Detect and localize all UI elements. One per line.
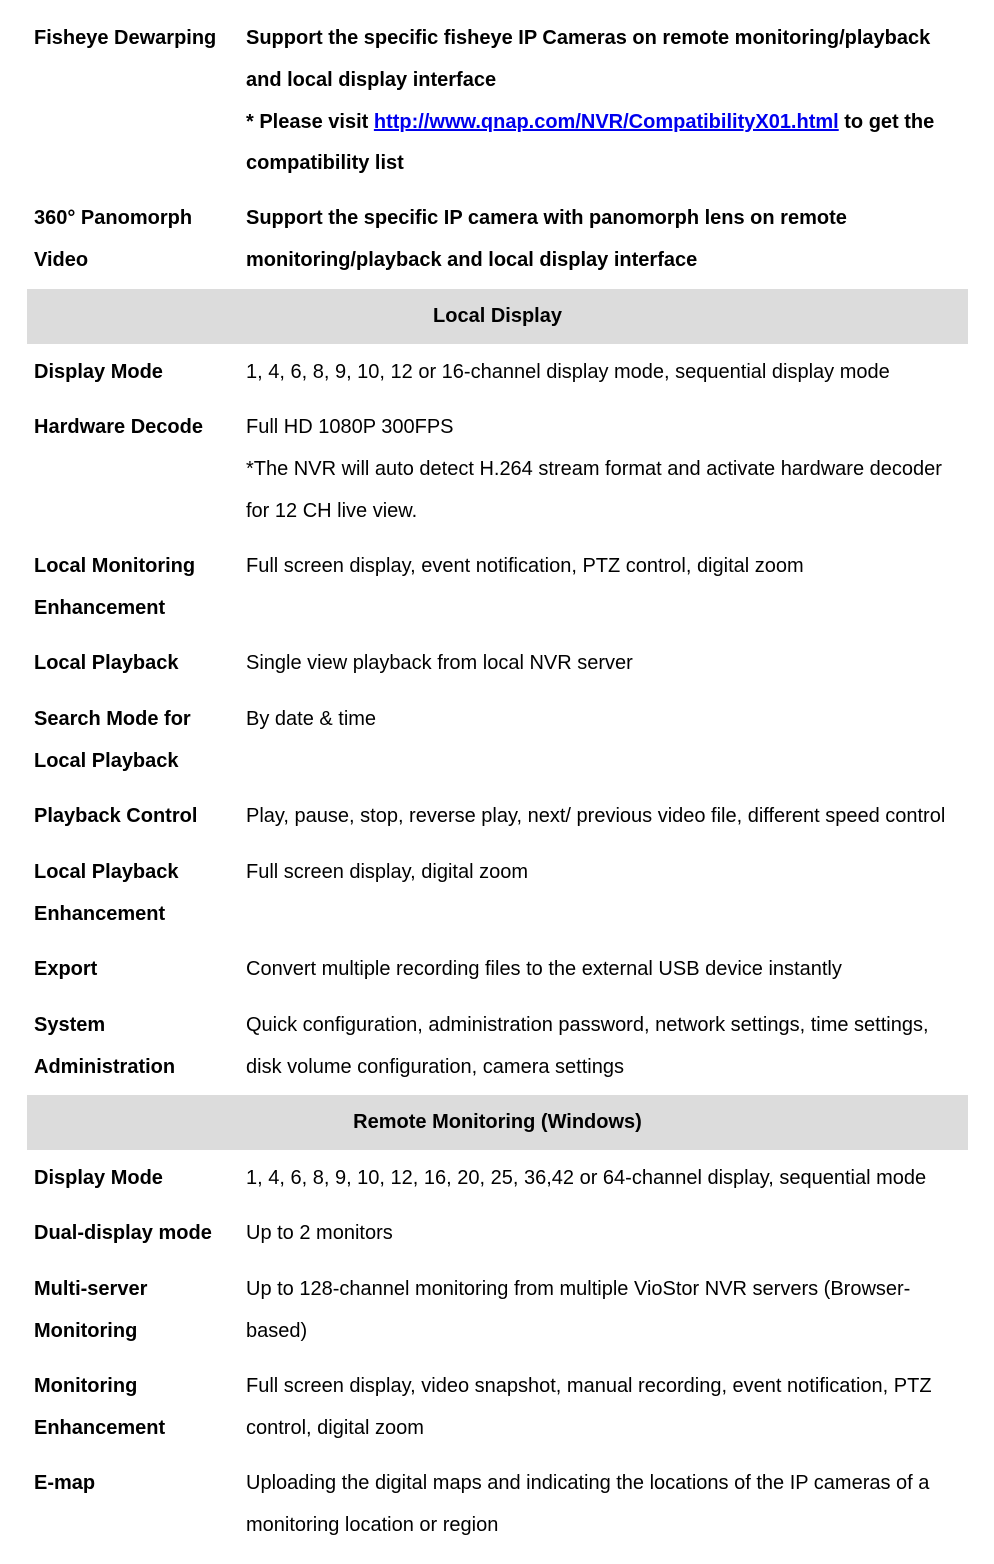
note-prefix: * Please visit [246, 110, 374, 133]
spec-row-export [27, 949, 968, 991]
spec-row-local-playback-enhancement [27, 852, 968, 936]
spec-row-remote-display-mode [27, 1158, 968, 1200]
spec-row-dual-display-mode [27, 1213, 968, 1255]
section-heading-remote-monitoring: Remote Monitoring (Windows) [27, 1095, 968, 1150]
compatibility-note [246, 102, 968, 186]
note-suffix: to get the compatibility list [246, 110, 935, 175]
spec-row-fisheye-dewarping [27, 18, 968, 186]
spec-label: Local Playback [34, 652, 179, 674]
spec-row-playback-control [27, 796, 968, 838]
spec-value [246, 407, 968, 532]
spec-label: Monitoring Enhancement [34, 1375, 166, 1439]
spec-row-local-playback [27, 643, 968, 685]
spec-value: Quick configuration, administration password, network settings, time settings, disk volume configuration, camera settings [246, 1014, 929, 1078]
spec-value: Full screen display, video snapshot, manual recording, event notification, PTZ control, digital zoom [246, 1375, 932, 1439]
spec-value: 1, 4, 6, 8, 9, 10, 12 or 16-channel display mode, sequential display mode [246, 361, 890, 383]
spec-label: Multi-server Monitoring [34, 1278, 148, 1342]
spec-value: By date & time [246, 708, 377, 730]
spec-label: Local Monitoring Enhancement [34, 555, 196, 619]
section-heading-local-display: Local Display [27, 289, 968, 344]
spec-row-hardware-decode [27, 407, 968, 533]
spec-row-local-monitoring-enhancement [27, 546, 968, 630]
spec-value: 1, 4, 6, 8, 9, 10, 12, 16, 20, 25, 36,42 or 64-channel display, sequential mode [246, 1167, 927, 1189]
spec-row-e-map [27, 1463, 968, 1547]
spec-value: Convert multiple recording files to the external USB device instantly [246, 958, 842, 980]
spec-label: Hardware Decode [34, 416, 203, 438]
spec-value: Play, pause, stop, reverse play, next/ previous video file, different speed control [246, 805, 946, 827]
spec-label: Fisheye Dewarping [34, 27, 217, 49]
spec-label: Display Mode [34, 361, 163, 383]
spec-value: Single view playback from local NVR server [246, 652, 633, 674]
spec-value: Support the specific IP camera with panomorph lens on remote monitoring/playback and local display interface [246, 207, 847, 271]
spec-value: Full screen display, digital zoom [246, 861, 528, 883]
spec-label: Display Mode [34, 1167, 163, 1189]
spec-value [246, 18, 968, 185]
spec-value: Full screen display, event notification, PTZ control, digital zoom [246, 555, 804, 577]
spec-row-display-mode [27, 352, 968, 394]
spec-value: Up to 2 monitors [246, 1222, 393, 1244]
spec-label: Export [34, 958, 98, 980]
spec-label: Local Playback Enhancement [34, 861, 179, 925]
spec-label: Dual-display mode [34, 1222, 212, 1244]
spec-label: 360° Panomorph Video [34, 207, 193, 271]
spec-label: Search Mode for Local Playback [34, 708, 191, 772]
spec-row-monitoring-enhancement [27, 1366, 968, 1450]
spec-value: Uploading the digital maps and indicating the locations of the IP cameras of a monitoring location or region [246, 1472, 930, 1536]
spec-label: Playback Control [34, 805, 198, 827]
spec-value: Up to 128-channel monitoring from multiple VioStor NVR servers (Browser-based) [246, 1278, 911, 1342]
spec-row-system-administration [27, 1005, 968, 1089]
spec-value-text: Support the specific fisheye IP Cameras on remote monitoring/playback and local display interface [246, 27, 931, 91]
spec-row-panomorph-video [27, 198, 968, 282]
spec-row-multi-server-monitoring [27, 1269, 968, 1353]
compatibility-link[interactable]: http://www.qnap.com/NVR/CompatibilityX01.html [373, 110, 839, 133]
spec-row-search-mode [27, 699, 968, 783]
spec-note-text: *The NVR will auto detect H.264 stream format and activate hardware decoder for 12 CH live view. [246, 457, 942, 522]
spec-label: E-map [34, 1472, 96, 1494]
spec-label: System Administration [34, 1014, 176, 1078]
spec-value-text: Full HD 1080P 300FPS [246, 416, 454, 438]
